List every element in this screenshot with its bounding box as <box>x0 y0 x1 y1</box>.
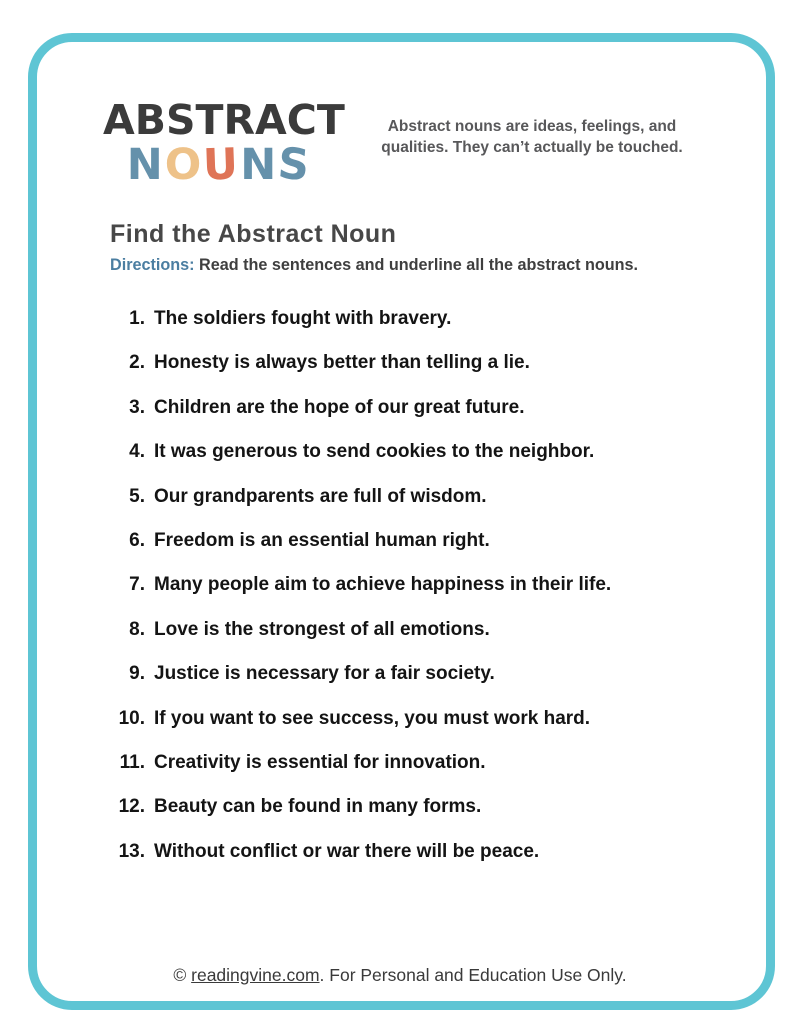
sentence-item <box>108 386 708 430</box>
sentence-number: 13. <box>118 840 145 862</box>
sentence-item <box>108 563 708 607</box>
logo-subtitle-letter: U <box>202 139 242 191</box>
sentence-text: Our grandparents are full of wisdom. <box>154 485 487 507</box>
footer-suffix: . For Personal and Education Use Only. <box>319 965 627 985</box>
sentence-list <box>108 297 708 874</box>
sentence-number: 2. <box>129 352 145 374</box>
sentence-number: 8. <box>129 618 145 640</box>
sentence-text: Freedom is an essential human right. <box>154 530 490 552</box>
readingvine-link[interactable]: readingvine.com <box>191 965 320 985</box>
sentence-number: 11. <box>119 752 145 774</box>
directions-text: Read the sentences and underline all the abstract nouns. <box>194 256 639 274</box>
logo-subtitle-letter: O <box>164 140 204 191</box>
sentence-text: Many people aim to achieve happiness in their life. <box>154 574 612 596</box>
sentence-item <box>108 297 708 341</box>
sentence-item <box>108 652 708 696</box>
sentence-text: Without conflict or war there will be peace. <box>154 840 540 862</box>
sentence-text: Love is the strongest of all emotions. <box>154 618 490 640</box>
logo-subtitle-letter: S <box>276 138 314 192</box>
sentence-item <box>108 830 708 874</box>
sentence-number: 7. <box>129 574 145 596</box>
sentence-number: 5. <box>129 485 145 507</box>
logo-area <box>103 96 699 192</box>
logo-subtitle <box>103 138 335 192</box>
sentence-text: Honesty is always better than telling a lie. <box>154 352 530 374</box>
sentence-text: The soldiers fought with bravery. <box>154 308 452 329</box>
sentence-text: Creativity is essential for innovation. <box>154 752 486 774</box>
footer <box>0 965 800 986</box>
directions-line <box>110 256 638 275</box>
sentence-item <box>108 475 708 519</box>
logo-subtitle-letter: N <box>126 140 165 191</box>
abstract-nouns-logo <box>103 96 345 192</box>
section-heading: Find the Abstract Noun <box>110 220 397 248</box>
sentence-number: 1. <box>129 308 145 329</box>
sentence-number: 10. <box>118 707 145 729</box>
sentence-number: 4. <box>129 441 145 463</box>
sentence-text: Children are the hope of our great future. <box>154 396 525 418</box>
directions-label: Directions: <box>110 256 195 274</box>
sentence-text: It was generous to send cookies to the neighbor. <box>154 441 595 463</box>
logo-title: ABSTRACT <box>103 96 345 144</box>
footer-copyright-prefix: © <box>173 965 192 985</box>
tagline-text: Abstract nouns are ideas, feelings, and qualities. They can’t actually be touched. <box>381 118 683 156</box>
sentence-item <box>108 430 708 474</box>
sentence-item <box>108 741 708 785</box>
sentence-number: 6. <box>129 530 145 552</box>
sentence-number: 9. <box>129 663 145 685</box>
logo-subtitle-letter: N <box>240 140 279 191</box>
sentence-number: 12. <box>118 796 145 818</box>
sentence-text: Justice is necessary for a fair society. <box>154 663 495 685</box>
sentence-item <box>108 608 708 652</box>
sentence-number: 3. <box>129 396 145 418</box>
sentence-text: Beauty can be found in many forms. <box>154 796 482 818</box>
sentence-text: If you want to see success, you must work hard. <box>154 707 591 729</box>
sentence-item <box>108 785 708 829</box>
sentence-item <box>108 519 708 563</box>
sentence-item <box>108 341 708 385</box>
sentence-item <box>108 697 708 741</box>
